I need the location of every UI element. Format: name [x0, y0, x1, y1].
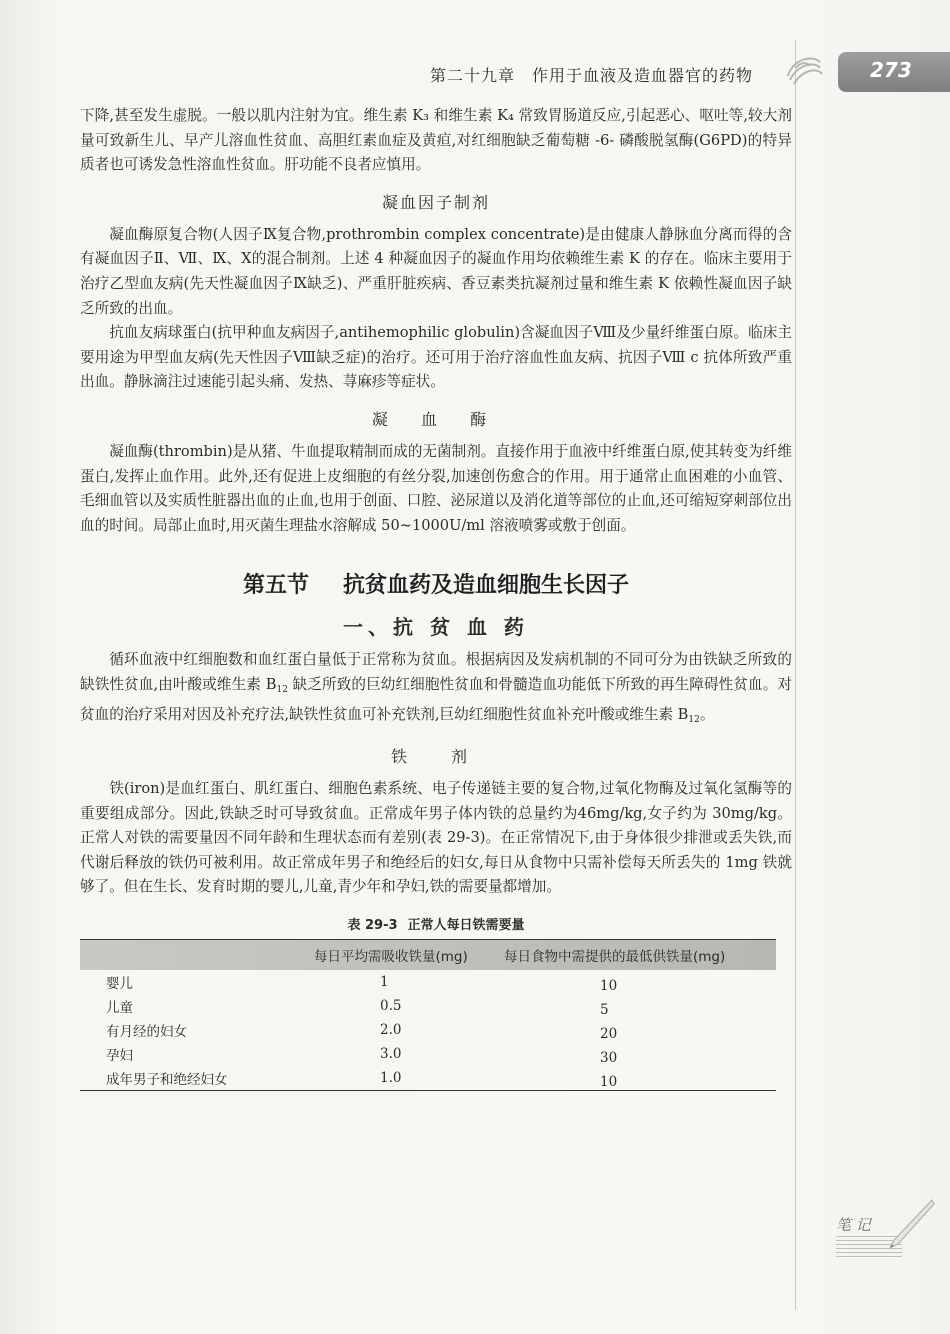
paragraph-prothrombin-complex: 凝血酶原复合物(人因子Ⅸ复合物,prothrombin complex concentrate)是由健康人静脉血分离而得的含有凝血因子Ⅱ、Ⅶ、Ⅸ、Ⅹ的混合制剂。上述 4 种凝血因子的凝血作用均依赖维生素 K 的存在。临床主要用于治疗乙型血友病(先天性凝血因子Ⅸ缺乏)、严重肝脏疾病、香豆素类抗凝剂过量和维生素 K 依赖性凝血因子缺乏所致的出血。	[80, 225, 792, 317]
cell-group: 孕妇	[106, 1048, 133, 1065]
swirl-logo-icon	[782, 46, 826, 90]
pen-icon	[876, 1196, 936, 1256]
table-header-group	[80, 940, 306, 971]
heading-coagulation-factors: 凝血因子制剂	[381, 192, 490, 212]
table-header-supply: 每日食物中需提供的最低供铁量(mg)	[504, 940, 776, 971]
paragraph-iron: 铁(iron)是血红蛋白、肌红蛋白、细胞色素系统、电子传递链主要的复合物,过氧化物酶及过氧化氢酶等的重要组成部分。因此,铁缺乏时可导致贫血。正常成年男子体内铁的总量约为46mg/kg,女子约为 30mg/kg。正常人对铁的需要量因不同年龄和生理状态而有差别(表 29-3)。在正常情况下,由于身体很少排泄或丢失铁,而代谢后释放的铁仍可被利用。故正常成年男子和绝经后的妇女,每日从食物中只需补偿每天所丢失的 1mg 铁就够了。但在生长、发育时期的婴儿,儿童,青少年和孕妇,铁的需要量都增加。	[80, 780, 792, 896]
section-title: 抗贫血药及造血细胞生长因子	[343, 573, 630, 599]
table-row	[80, 1066, 776, 1091]
table-row	[80, 970, 776, 994]
table-caption	[80, 914, 792, 933]
iron-requirement-table	[80, 939, 776, 1091]
cell-group: 有月经的妇女	[106, 1024, 187, 1041]
table-row	[80, 1018, 776, 1042]
table-header-row	[80, 940, 776, 971]
cell-absorb: 0.5	[380, 998, 402, 1015]
margin-divider	[795, 40, 796, 1310]
cell-absorb: 2.0	[380, 1022, 402, 1039]
table-row	[80, 1042, 776, 1066]
notes-label: 笔 记	[836, 1216, 871, 1234]
cell-absorb: 1	[380, 974, 389, 991]
table-row	[80, 994, 776, 1018]
cell-absorb: 1.0	[306, 1066, 504, 1091]
cell-supply: 20	[600, 1026, 618, 1043]
cell-supply: 30	[600, 1050, 618, 1067]
cell-group: 婴儿	[106, 976, 133, 993]
paragraph-anemia: 循环血液中红细胞数和血红蛋白量低于正常称为贫血。根据病因及发病机制的不同可分为由铁缺乏所致的缺铁性贫血,由叶酸或维生素 $B_{12}$ 缺乏所致的巨幼红细胞性贫血和骨髓造血功能低下所致的再生障碍性贫血。对贫血的治疗采用对因及补充疗法,缺铁性贫血可补充铁剂,巨幼红细胞性贫血补充叶酸或维生素 $B_{12}$。	[80, 651, 792, 725]
cell-supply: 5	[600, 1002, 609, 1019]
cell-supply: 10	[600, 978, 618, 995]
cell-supply: 10	[504, 1066, 776, 1091]
paragraph-vitamin-k: 下降,甚至发生虚脱。一般以肌内注射为宜。维生素 K₃ 和维生素 K₄ 常致胃肠道反应,引起恶心、呕吐等,较大剂量可致新生儿、早产儿溶血性贫血、高胆红素血症及黄疸,对红细胞缺乏葡萄糖 -6- 磷酸脱氢酶(G6PD)的特异质者也可诱发急性溶血性贫血。肝功能不良者应慎用。	[80, 107, 792, 174]
page-content	[80, 104, 792, 1091]
table-number: 表 29-3	[347, 918, 398, 934]
section-label: 第五节	[242, 573, 309, 599]
cell-group: 儿童	[106, 1000, 133, 1017]
table-header-absorb: 每日平均需吸收铁量(mg)	[306, 940, 504, 971]
cell-group: 成年男子和绝经妇女	[80, 1066, 306, 1091]
page-number: 273	[870, 58, 912, 82]
chapter-title: 第二十九章 作用于血液及造血器官的药物	[430, 65, 754, 85]
heading-antianemia-drugs: 一、抗 贫 血 药	[343, 615, 529, 640]
table-title: 正常人每日铁需要量	[407, 918, 525, 934]
section-heading	[80, 568, 792, 599]
cell-absorb: 3.0	[380, 1046, 402, 1063]
heading-thrombin: 凝 血 酶	[371, 409, 501, 429]
paragraph-antihemophilic-globulin: 抗血友病球蛋白(抗甲种血友病因子,antihemophilic globulin)含凝血因子Ⅷ及少量纤维蛋白原。临床主要用途为甲型血友病(先天性因子Ⅷ缺乏症)的治疗。还可用于治疗溶血性血友病、抗因子Ⅷ c 抗体所致严重出血。静脉滴注过速能引起头痛、发热、荨麻疹等症状。	[80, 324, 792, 391]
heading-iron: 铁 剂	[390, 747, 481, 767]
paragraph-thrombin: 凝血酶(thrombin)是从猪、牛血提取精制而成的无菌制剂。直接作用于血液中纤维蛋白原,使其转变为纤维蛋白,发挥止血作用。此外,还有促进上皮细胞的有丝分裂,加速创伤愈合的作用。用于通常止血困难的小血管、毛细血管以及实质性脏器出血的止血,也用于创面、口腔、泌尿道以及消化道等部位的止血,还可缩短穿刺部位出血的时间。局部止血时,用灭菌生理盐水溶解成 50~1000U/ml 溶液喷雾或敷于创面。	[80, 442, 792, 534]
